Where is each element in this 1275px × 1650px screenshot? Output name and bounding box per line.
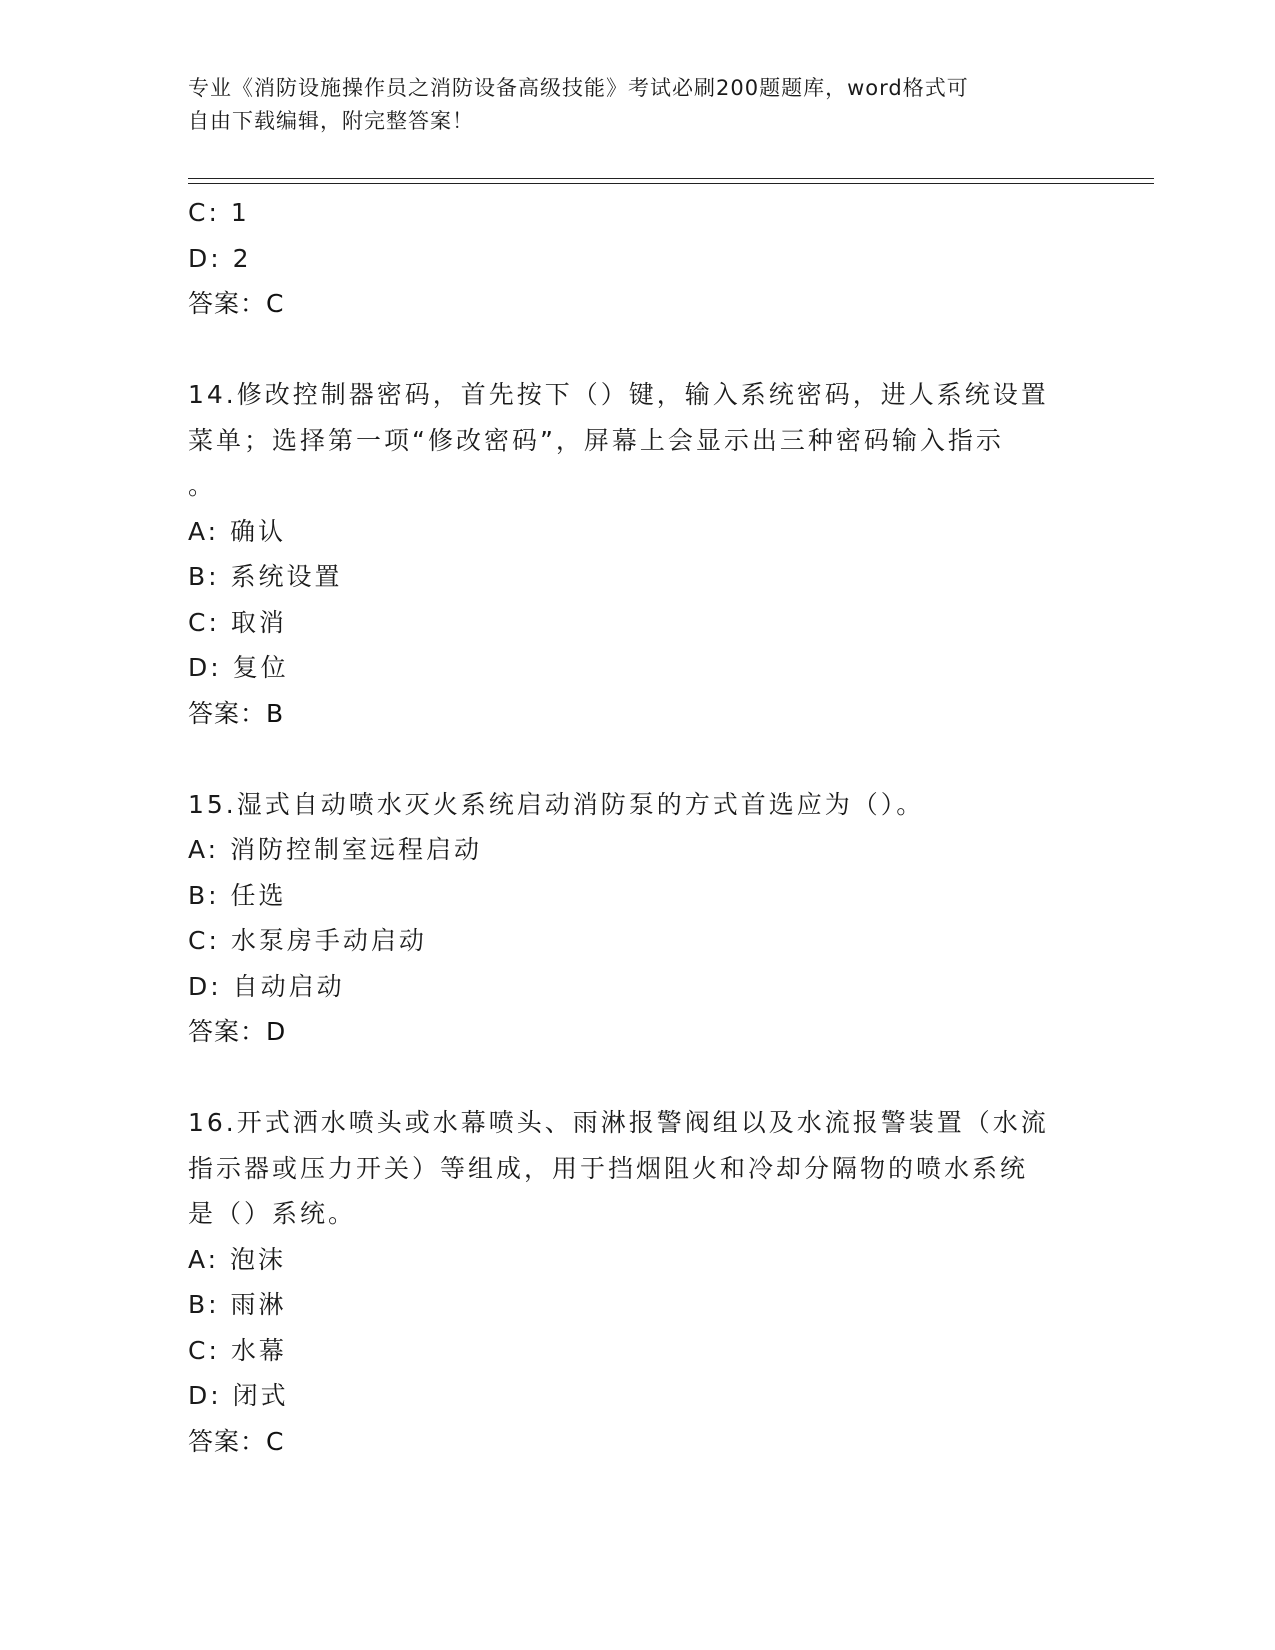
header-divider-top <box>188 178 1154 179</box>
question-16 <box>188 1100 1088 1464</box>
option-c: C: 取消 <box>188 607 287 637</box>
option-d: D: 2 <box>188 243 252 273</box>
spacer <box>188 736 1088 782</box>
option-c: C: 水泵房手动启动 <box>188 926 427 955</box>
question-stem-line: 16.开式洒水喷头或水幕喷头、雨淋报警阀组以及水流报警装置（水流 <box>188 1108 1049 1137</box>
question-stem-line: 是（）系统。 <box>188 1199 357 1228</box>
question-15 <box>188 782 1088 1055</box>
option-b: B: 雨淋 <box>188 1290 287 1319</box>
question-stem-line: 。 <box>188 471 217 500</box>
spacer <box>188 327 1088 373</box>
header-line-1: 专业《消防设施操作员之消防设备高级技能》考试必刷200题题库，word格式可 <box>188 76 969 100</box>
header-line-2: 自由下载编辑，附完整答案！ <box>188 109 474 133</box>
option-a: A: 泡沫 <box>188 1244 287 1274</box>
question-stem-line: 15.湿式自动喷水灭火系统启动消防泵的方式首选应为（）。 <box>188 789 925 819</box>
option-b: B: 系统设置 <box>188 562 343 591</box>
option-c: C: 水幕 <box>188 1335 287 1365</box>
document-header <box>188 72 1068 138</box>
answer-line: 答案：C <box>188 1426 285 1456</box>
option-d: D: 复位 <box>188 653 289 682</box>
option-d: D: 闭式 <box>188 1381 289 1410</box>
question-list <box>188 190 1088 1464</box>
prev-question-block <box>188 190 1088 327</box>
spacer <box>188 1055 1088 1101</box>
answer-line: 答案：C <box>188 289 285 318</box>
question-14 <box>188 372 1088 736</box>
option-c: C: 1 <box>188 198 250 227</box>
question-stem-line: 14.修改控制器密码，首先按下（）键，输入系统密码，进人系统设置 <box>188 380 1049 409</box>
header-divider-bottom <box>188 183 1154 184</box>
option-b: B: 任选 <box>188 880 287 910</box>
option-d: D: 自动启动 <box>188 971 345 1001</box>
answer-line: 答案：D <box>188 1017 287 1046</box>
question-stem-line: 指示器或压力开关）等组成，用于挡烟阻火和冷却分隔物的喷水系统 <box>188 1153 1029 1183</box>
option-a: A: 消防控制室远程启动 <box>188 835 483 864</box>
question-stem-line: 菜单；选择第一项“修改密码”，屏幕上会显示出三种密码输入指示 <box>188 425 1004 455</box>
option-a: A: 确认 <box>188 516 287 546</box>
answer-line: 答案：B <box>188 698 285 728</box>
